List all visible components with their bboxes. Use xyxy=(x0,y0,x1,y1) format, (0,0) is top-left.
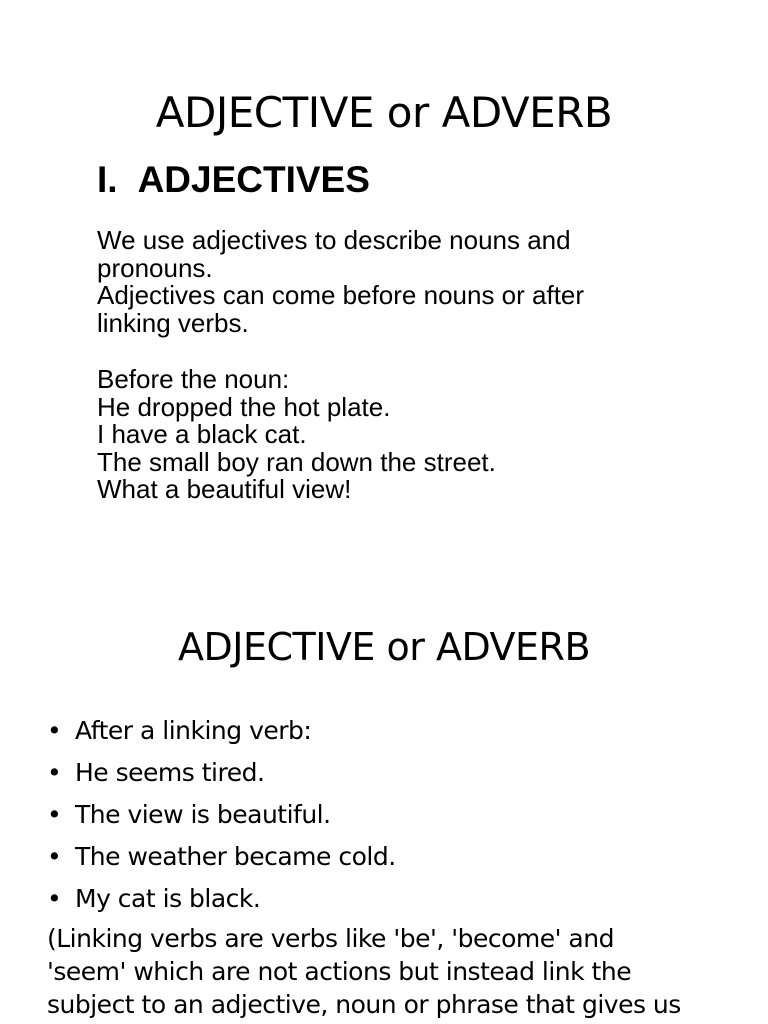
list-item xyxy=(47,836,396,878)
linking-verbs-note xyxy=(47,922,747,1021)
intro-line: pronouns. xyxy=(97,252,213,283)
list-item xyxy=(47,878,396,920)
bullet-icon: • xyxy=(47,884,62,913)
example-line: What a beautiful view! xyxy=(97,474,352,504)
bullet-list xyxy=(47,710,396,920)
bullet-icon: • xyxy=(47,758,62,787)
bullet-icon: • xyxy=(47,716,62,745)
list-item xyxy=(47,710,396,752)
example-line: The small boy ran down the street. xyxy=(97,446,496,477)
section-title: ADJECTIVES xyxy=(137,159,370,200)
bullet-icon: • xyxy=(47,842,62,871)
list-item xyxy=(47,752,396,794)
list-item-text: The view is beautiful. xyxy=(75,800,331,829)
intro-paragraph xyxy=(97,227,697,337)
bullet-icon: • xyxy=(47,800,62,829)
note-line: (Linking verbs are verbs like 'be', 'become' and xyxy=(47,924,614,953)
section-heading xyxy=(97,160,370,201)
list-item xyxy=(47,794,396,836)
section-number: I. xyxy=(97,159,118,200)
list-item-text: After a linking verb: xyxy=(75,716,312,745)
example-line: Before the noun: xyxy=(97,364,290,394)
example-line: I have a black cat. xyxy=(97,419,307,449)
list-item-text: He seems tired. xyxy=(75,758,265,787)
slide2-title: ADJECTIVE or ADVERB xyxy=(177,625,591,669)
intro-line: Adjectives can come before nouns or after xyxy=(97,280,585,310)
examples-paragraph xyxy=(97,366,697,504)
example-line: He dropped the hot plate. xyxy=(97,391,391,422)
list-item-text: My cat is black. xyxy=(75,884,261,913)
slide1-title: ADJECTIVE or ADVERB xyxy=(155,88,613,137)
list-item-text: The weather became cold. xyxy=(75,842,396,871)
intro-line: linking verbs. xyxy=(97,307,249,338)
note-line: 'seem' which are not actions but instead link the xyxy=(47,957,632,986)
note-line: subject to an adjective, noun or phrase that gives us xyxy=(47,990,681,1019)
intro-line: We use adjectives to describe nouns and xyxy=(97,225,571,255)
